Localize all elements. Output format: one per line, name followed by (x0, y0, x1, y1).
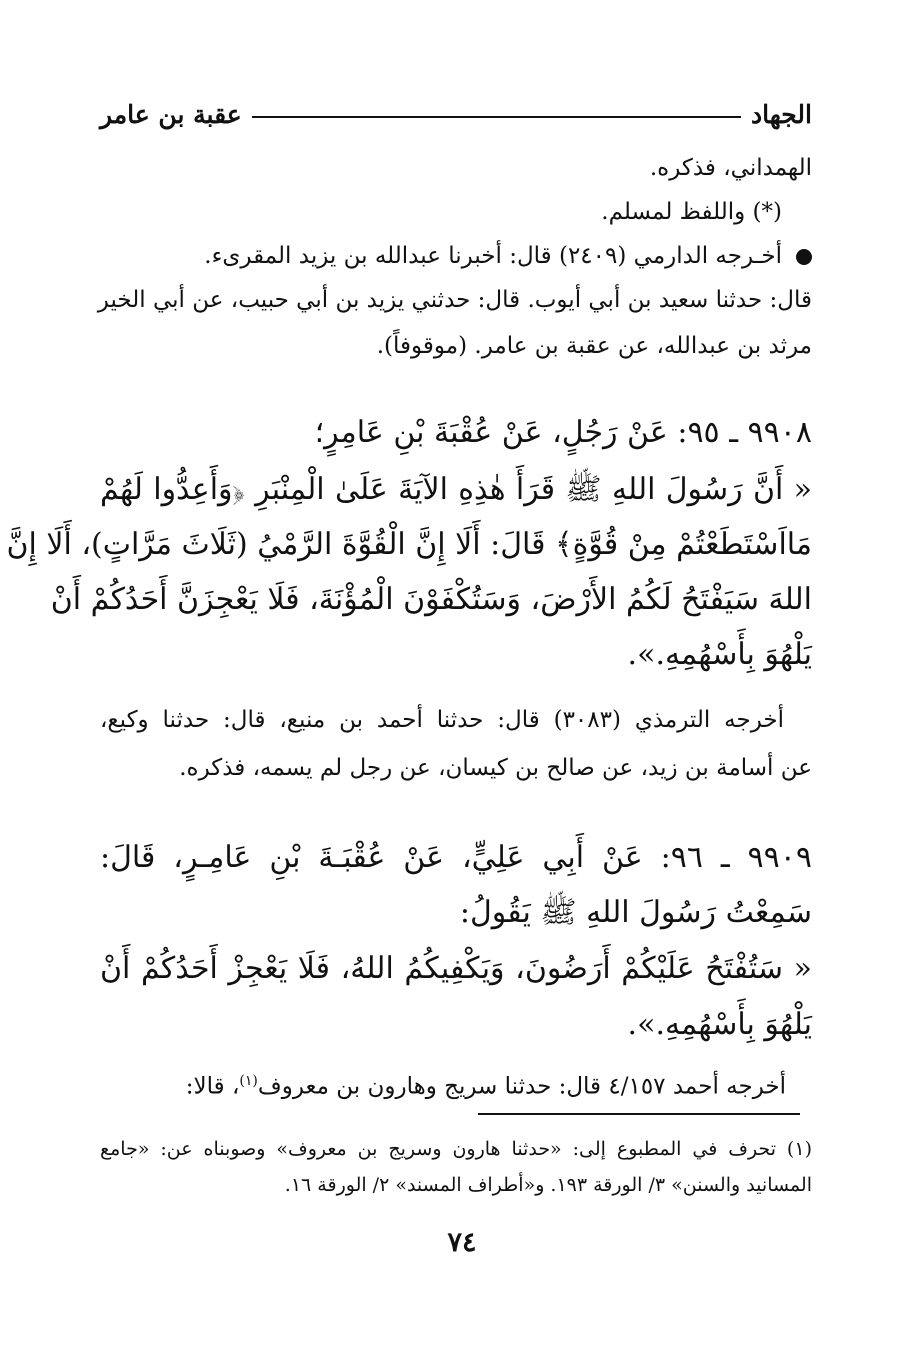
hadith-text-line: يَلْهُوَ بِأَسْهُمِهِ.». (627, 637, 812, 672)
hadith-heading: ٩٩٠٩ ـ ٩٦: عَنْ أَبِي عَلِيٍّ، عَنْ عُقْبَـةَ بْنِ عَامِـرٍ، قَالَ: (100, 840, 812, 875)
paragraph-line (100, 236, 812, 276)
header-left-title: عقبة بن عامر (100, 99, 242, 129)
header-rule (252, 116, 741, 118)
hadith-text-line: « سَتُفْتَحُ عَلَيْكُمْ أَرَضُونَ، وَيَكْفِيكُمُ اللهُ، فَلَا يَعْجِزْ أَحَدُكُمْ أَنْ (100, 951, 812, 986)
hadith-text-line: مَااَسْتَطَعْتُمْ مِنْ قُوَّةٍ﴾ قَالَ: أَلَا إِنَّ الْقُوَّةَ الرَّمْيُ (ثَلَاثَ مَرَّاتٍ)، أَلَا إِنَّ (6, 527, 812, 562)
paragraph-line: (*) واللفظ لمسلم. (601, 199, 782, 225)
hadith-heading: سَمِعْتُ رَسُولَ اللهِ ﷺ يَقُولُ: (459, 895, 812, 930)
bullet-icon (796, 249, 812, 265)
header-right-title: الجهاد (751, 99, 812, 129)
footnote-ref: (١) (239, 1073, 258, 1089)
hadith-text-line: اللهَ سَيَفْتَحُ لَكُمُ الأَرْضَ، وَسَتُكْفَوْنَ الْمُؤْنَةَ، فَلَا يَعْجِزَنَّ أَحَدُكُمْ أَنْ (50, 582, 812, 617)
source-citation: أخـرجه الدارمي (٢٤٠٩) قال: أخبرنا عبدالله بن يزيد المقرىء. (204, 243, 782, 269)
takhrij-line: أخرجه الترمذي (٣٠٨٣) قال: حدثنا أحمد بن منيع، قال: حدثنا وكيع، (100, 707, 784, 733)
hadith-heading: ٩٩٠٨ ـ ٩٥: عَنْ رَجُلٍ، عَنْ عُقْبَةَ بْنِ عَامِرٍ؛ (314, 415, 812, 450)
paragraph-line: مرثد بن عبدالله، عن عقبة بن عامر. (موقوفاً). (376, 333, 812, 359)
page-number: ٧٤ (447, 1227, 477, 1258)
hadith-text-line: « أَنَّ رَسُولَ اللهِ ﷺ قَرَأَ هٰذِهِ الآيَةَ عَلَىٰ الْمِنْبَرِ ﴿وَأَعِدُّوا لَهُمْ (100, 472, 812, 507)
takhrij-line (100, 1061, 786, 1107)
takhrij-tail: ، قالا: (185, 1073, 240, 1100)
paragraph-line: الهمداني، فذكره. (649, 155, 812, 181)
footnote-divider (478, 1113, 800, 1115)
footnote-line: المسانيد والسنن» ٣/ الورقة ١٩٣. و«أطراف المسند» ٢/ الورقة ١٦. (284, 1174, 812, 1196)
takhrij-text: أخرجه أحمد ٤/١٥٧ قال: حدثنا سريج وهارون بن معروف (257, 1073, 786, 1100)
hadith-text-line: يَلْهُوَ بِأَسْهُمِهِ.». (627, 1007, 812, 1042)
takhrij-line: عن أسامة بن زيد، عن صالح بن كيسان، عن رجل لم يسمه، فذكره. (179, 755, 812, 781)
paragraph-line: قال: حدثنا سعيد بن أبي أيوب. قال: حدثني يزيد بن أبي حبيب، عن أبي الخير (97, 287, 812, 313)
running-header (100, 97, 812, 131)
footnote-line: (١) تحرف في المطبوع إلى: «حدثنا هارون وسريج بن معروف» وصوبناه عن: «جامع (100, 1138, 812, 1160)
